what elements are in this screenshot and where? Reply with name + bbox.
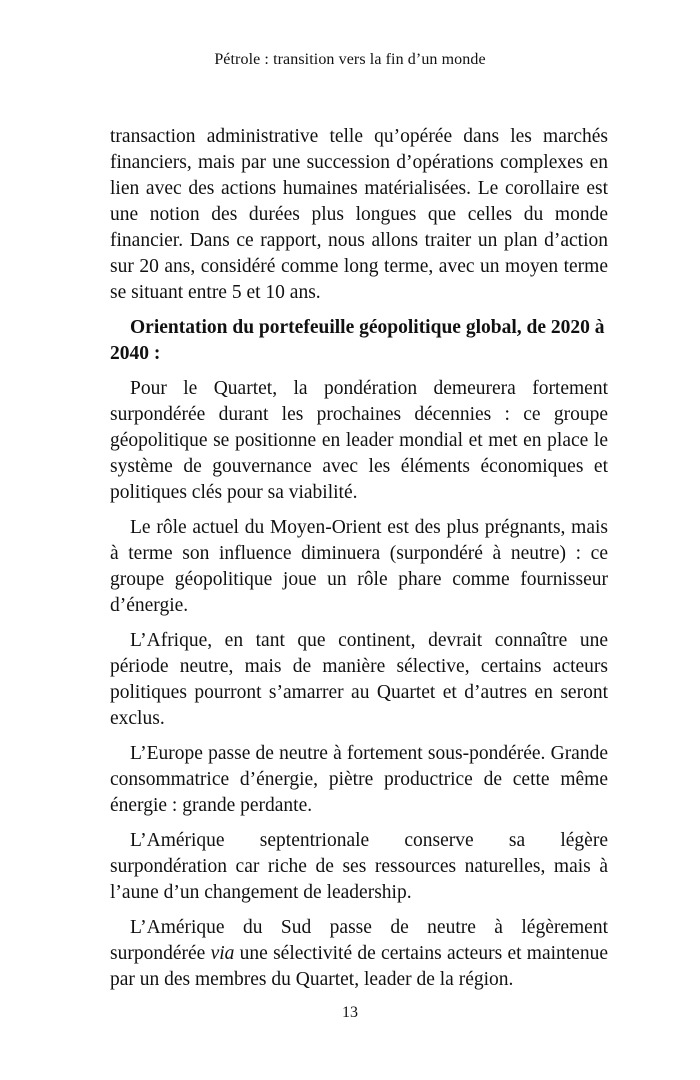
italic-term: via	[210, 943, 235, 964]
paragraph-text-part: une sélectivité de certains acteurs et maintenue par un des membres du Quartet, leader de la région.	[110, 943, 608, 990]
running-header: Pétrole : transition vers la fin d’un monde	[214, 51, 486, 68]
page-body	[110, 124, 608, 1002]
paragraph-text-part: L’Amérique du Sud passe de neutre à légèrement surpondérée	[110, 917, 608, 964]
paragraph-afrique: L’Afrique, en tant que continent, devrait connaître une période neutre, mais de manière sélective, certains acteurs politiques pourront s’amarrer au Quartet et d’autres en seront exclus.	[110, 630, 608, 729]
section-heading: Orientation du portefeuille géopolitique global, de 2020 à 2040 :	[110, 317, 605, 364]
paragraph-europe: L’Europe passe de neutre à fortement sous-pondérée. Grande consommatrice d’énergie, piètre productrice de cette même énergie : grande perdante.	[110, 743, 608, 816]
paragraph-moyen-orient: Le rôle actuel du Moyen-Orient est des plus prégnants, mais à terme son influence diminuera (surpondéré à neutre) : ce groupe géopolitique joue un rôle phare comme fournisseur d’énergie.	[110, 517, 608, 616]
paragraph-amerique-septentrionale: L’Amérique septentrionale conserve sa légère surpondération car riche de ses ressources naturelles, mais à l’aune d’un changement de leadership.	[110, 830, 608, 903]
paragraph-amerique-du-sud	[110, 915, 608, 993]
page-number: 13	[342, 1004, 358, 1021]
paragraph-quartet: Pour le Quartet, la pondération demeurera fortement surpondérée durant les prochaines décennies : ce groupe géopolitique se positionne en leader mondial et met en place le système de gouvernance avec les éléments économiques et politiques clés pour sa viabilité.	[110, 378, 608, 503]
paragraph-continuation: transaction administrative telle qu’opérée dans les marchés financiers, mais par une succession d’opérations complexes en lien avec des actions humaines matérialisées. Le corollaire est une notion des durées plus longues que celles du monde financier. Dans ce rapport, nous allons traiter un plan d’action sur 20 ans, considéré comme long terme, avec un moyen terme se situant entre 5 et 10 ans.	[110, 126, 608, 303]
